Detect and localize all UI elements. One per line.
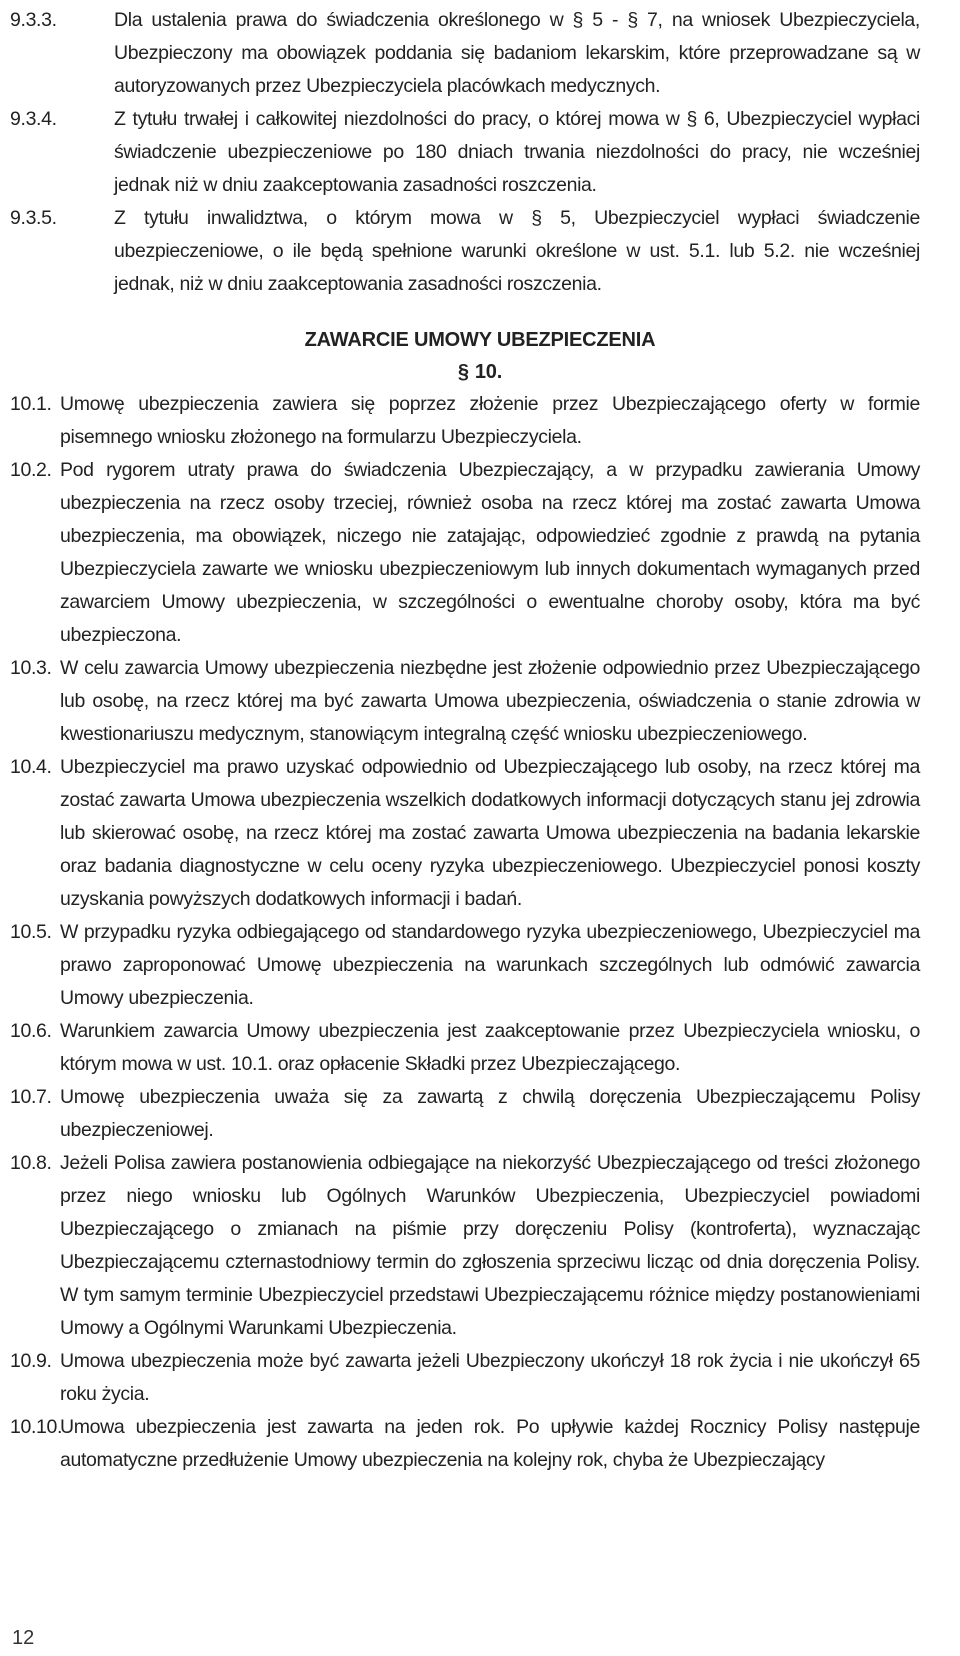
paragraph-10-10 bbox=[10, 1411, 920, 1477]
paragraph-10-3 bbox=[10, 652, 920, 751]
paragraph-number: 10.7. bbox=[10, 1086, 52, 1108]
section-title: ZAWARCIE UMOWY UBEZPIECZENIA bbox=[304, 329, 656, 351]
paragraph-9-3-5 bbox=[10, 202, 920, 301]
paragraph-number: 10.8. bbox=[10, 1152, 52, 1174]
document-body bbox=[0, 4, 960, 1477]
paragraph-number: 10.2. bbox=[10, 459, 52, 481]
paragraph-number: 10.1. bbox=[10, 393, 52, 415]
paragraph-text: Umowa ubezpieczenia jest zawarta na jeden rok. Po upływie każdej Rocznicy Polisy następuje automatyczne przedłużenie Umowy ubezpieczenia na kolejny rok, chyba że Ubezpieczający bbox=[60, 1416, 920, 1471]
section-number: 10. bbox=[474, 361, 503, 383]
paragraph-number: 9.3.4. bbox=[10, 108, 57, 130]
paragraph-10-7 bbox=[10, 1081, 920, 1147]
paragraph-10-9 bbox=[10, 1345, 920, 1411]
paragraph-text: Jeżeli Polisa zawiera postanowienia odbiegające na niekorzyść Ubezpieczającego od treści złożonego przez niego wniosku lub Ogólnych Warunków Ubezpieczenia, Ubezpieczyciel powiadomi Ubezpieczającego o zmianach na piśmie przy doręczeniu Polisy (kontroferta), wyznaczając Ubezpieczającemu czternastodniowy termin do zgłoszenia sprzeciwu licząc od dnia doręczenia Polisy. W tym samym terminie Ubezpieczyciel przedstawi Ubezpieczającemu różnice między postanowieniami Umowy a Ogólnymi Warunkami Ubezpieczenia. bbox=[60, 1152, 920, 1339]
paragraph-text: Z tytułu inwalidztwa, o którym mowa w § 5, Ubezpieczyciel wypłaci świadczenie ubezpieczeniowe, o ile będą spełnione warunki określone w ust. 5.1. lub 5.2. nie wcześniej jednak, niż w dniu zaakceptowania zasadności roszczenia. bbox=[114, 207, 920, 295]
paragraph-text: Warunkiem zawarcia Umowy ubezpieczenia jest zaakceptowanie przez Ubezpieczyciela wniosku, o którym mowa w ust. 10.1. oraz opłacenie Składki przez Ubezpieczającego. bbox=[60, 1020, 920, 1075]
paragraph-number: 10.10. bbox=[10, 1416, 63, 1438]
paragraph-number: 10.5. bbox=[10, 921, 52, 943]
paragraph-10-2 bbox=[10, 454, 920, 652]
section-heading bbox=[0, 356, 960, 388]
paragraph-text: Dla ustalenia prawa do świadczenia określonego w § 5 - § 7, na wniosek Ubezpieczyciela, Ubezpieczony ma obowiązek poddania się badaniom lekarskim, które przeprowadzane są w autoryzowanych przez Ubezpieczyciela placówkach medycznych. bbox=[114, 9, 920, 97]
paragraph-number: 10.6. bbox=[10, 1020, 52, 1042]
paragraph-9-3-3 bbox=[10, 4, 920, 103]
paragraph-text: Umowa ubezpieczenia może być zawarta jeżeli Ubezpieczony ukończył 18 rok życia i nie ukończył 65 roku życia. bbox=[60, 1350, 920, 1405]
paragraph-10-4 bbox=[10, 751, 920, 916]
paragraph-text: W przypadku ryzyka odbiegającego od standardowego ryzyka ubezpieczeniowego, Ubezpieczyciel ma prawo zaproponować Umowę ubezpieczenia na warunkach szczególnych lub odmówić zawarcia Umowy ubezpieczenia. bbox=[60, 921, 920, 1009]
paragraph-text: W celu zawarcia Umowy ubezpieczenia niezbędne jest złożenie odpowiednio przez Ubezpieczającego lub osobę, na rzecz której ma być zawarta Umowa ubezpieczenia, oświadczenia o stanie zdrowia w kwestionariuszu medycznym, stanowiącym integralną część wniosku ubezpieczeniowego. bbox=[60, 657, 920, 745]
paragraph-text: Umowę ubezpieczenia uważa się za zawartą z chwilą doręczenia Ubezpieczającemu Polisy ubezpieczeniowej. bbox=[60, 1086, 920, 1141]
paragraph-10-1 bbox=[10, 388, 920, 454]
paragraph-number: 9.3.3. bbox=[10, 9, 57, 31]
paragraph-text: Z tytułu trwałej i całkowitej niezdolności do pracy, o której mowa w § 6, Ubezpieczyciel wypłaci świadczenie ubezpieczeniowe po 180 dniach trwania niezdolności do pracy, nie wcześniej jednak niż w dniu zaakceptowania zasadności roszczenia. bbox=[114, 108, 920, 196]
paragraph-9-3-4 bbox=[10, 103, 920, 202]
paragraph-10-6 bbox=[10, 1015, 920, 1081]
section-mark: § bbox=[457, 361, 469, 383]
paragraph-number: 10.4. bbox=[10, 756, 52, 778]
page-number: 12 bbox=[12, 1627, 35, 1649]
paragraph-text: Umowę ubezpieczenia zawiera się poprzez złożenie przez Ubezpieczającego oferty w formie pisemnego wniosku złożonego na formularzu Ubezpieczyciela. bbox=[60, 393, 920, 448]
paragraph-text: Ubezpieczyciel ma prawo uzyskać odpowiednio od Ubezpieczającego lub osoby, na rzecz której ma zostać zawarta Umowa ubezpieczenia wszelkich dodatkowych informacji dotyczących stanu jej zdrowia lub skierować osobę, na rzecz której ma zostać zawarta Umowa ubezpieczenia na badania lekarskie oraz badania diagnostyczne w celu oceny ryzyka ubezpieczeniowego. Ubezpieczyciel ponosi koszty uzyskania powyższych dodatkowych informacji i badań. bbox=[60, 756, 920, 910]
paragraph-number: 9.3.5. bbox=[10, 207, 57, 229]
paragraph-number: 10.9. bbox=[10, 1350, 52, 1372]
paragraph-text: Pod rygorem utraty prawa do świadczenia Ubezpieczający, a w przypadku zawierania Umowy ubezpieczenia na rzecz osoby trzeciej, również osoba na rzecz której ma zostać zawarta Umowa ubezpieczenia, ma obowiązek, niczego nie zatajając, odpowiedzieć zgodnie z prawdą na pytania Ubezpieczyciela zawarte we wniosku ubezpieczeniowym lub innych dokumentach wymaganych przed zawarciem Umowy ubezpieczenia, w szczególności o ewentualne choroby osoby, która ma być ubezpieczona. bbox=[60, 459, 920, 646]
paragraph-10-8 bbox=[10, 1147, 920, 1345]
paragraph-number: 10.3. bbox=[10, 657, 52, 679]
paragraph-10-5 bbox=[10, 916, 920, 1015]
